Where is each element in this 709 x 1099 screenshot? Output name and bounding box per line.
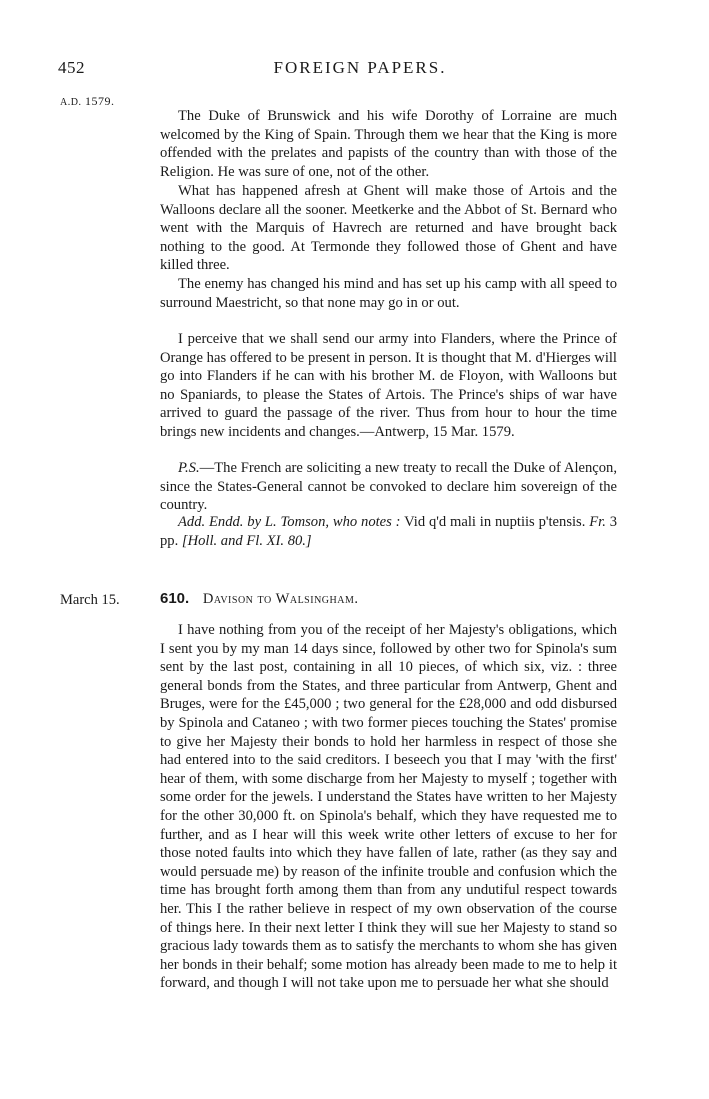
page-header	[58, 58, 662, 82]
paragraph-4-text: I perceive that we shall send our army into Flanders, where the Prince of Orange has offered to be present in person. It is thought that M. d'Hierges will go into Flanders if he can with his brother M. de Floyon, with Walloons but no Spaniards, to please the States of Artois. The Prince's ships of war have arrived to guard the passage of the river. Thus from hour to hour the time brings new incidents and changes.—Antwerp, 15 Mar. 1579.	[160, 331, 617, 440]
endorsement-pages: 3 pp.	[160, 514, 617, 549]
postscript-label: P.S.	[178, 460, 200, 476]
postscript-text	[160, 459, 617, 515]
paragraph-4	[160, 330, 617, 442]
endorsement-quote: Vid q'd mali in nuptiis p'tensis.	[400, 514, 590, 530]
margin-year-ad: A.D.	[60, 97, 82, 108]
paragraph-3-text: The enemy has changed his mind and has set up his camp with all speed to surround Maestricht, so that none may go in or out.	[160, 276, 617, 311]
paragraph-letter	[160, 621, 617, 993]
page-number: 452	[58, 58, 85, 77]
margin-year	[60, 94, 114, 109]
running-title: FOREIGN PAPERS.	[273, 58, 447, 77]
entry-title: Davison to Walsingham.	[202, 591, 359, 607]
margin-year-value: 1579.	[84, 94, 115, 108]
endorsement-text	[160, 513, 617, 550]
paragraph-2	[160, 182, 617, 275]
postscript	[160, 459, 617, 515]
entry-number: 610.	[160, 590, 190, 607]
margin-date: March 15.	[60, 592, 120, 608]
paragraph-3	[160, 275, 617, 312]
entry-heading	[160, 590, 359, 608]
paragraph-1-text: The Duke of Brunswick and his wife Dorothy of Lorraine are much welcomed by the King of Spain. Through them we hear that the King is more offended with the prelates and papists of the country than with those of the Religion. He was sure of one, not of the other.	[160, 108, 617, 180]
endorsement-fr: Fr.	[589, 514, 606, 530]
endorsement-add: Add. Endd. by L. Tomson, who notes :	[178, 514, 401, 530]
paragraph-2-text: What has happened afresh at Ghent will make those of Artois and the Walloons declare all the sooner. Meetkerke and the Abbot of St. Bernard who went with the Marquis of Havrech are returned and have brought back nothing to the good. At Termonde they followed those of Ghent and have killed three.	[160, 183, 617, 274]
postscript-body: —The French are soliciting a new treaty to recall the Duke of Alençon, since the States-General cannot be convoked to declare him sovereign of the country.	[160, 460, 617, 514]
paragraph-1	[160, 107, 617, 181]
endorsement-note	[160, 513, 617, 550]
paragraph-letter-text: I have nothing from you of the receipt of her Majesty's obligations, which I sent you by my man 14 days since, followed by other two for Spinola's sum sent by the last post, containing in all 10 pieces, of which six, viz. : three general bonds from the States, and three particular from Antwerp, Ghent and Bruges, were for the £45,000 ; two general for the £28,000 and odd disbursed by Spinola and Cataneo ; with two former pieces touching the States' promise to give her Majesty their bonds to hold her harmless in respect of those she had entered into to the said creditors. I beseech you that I may 'with the first' hear of them, with some discharge from her Majesty to myself ; together with some order for the jewels. I understand the States have written to her Majesty for the other 30,000 ft. on Spinola's behalf, which they have requested me to further, and as I hear will this week write other letters of excuse to her for those noted faults into which they have fallen of late, rather (as they say and would persuade me) by reason of the infinite trouble and confusion which the time has brought forth among them than from any undutiful respect towards her. This I the rather believe in respect of my own observation of the course of things here. In their next letter I think they will sue her Majesty to stand so gracious lady towards them as to satisfy the merchants to whom she has given her bonds in their behalf; some motion has already been made to me to help it forward, and though I will not take upon me to persuade her what she should	[160, 622, 617, 992]
endorsement-reference: [Holl. and Fl. XI. 80.]	[181, 532, 312, 549]
